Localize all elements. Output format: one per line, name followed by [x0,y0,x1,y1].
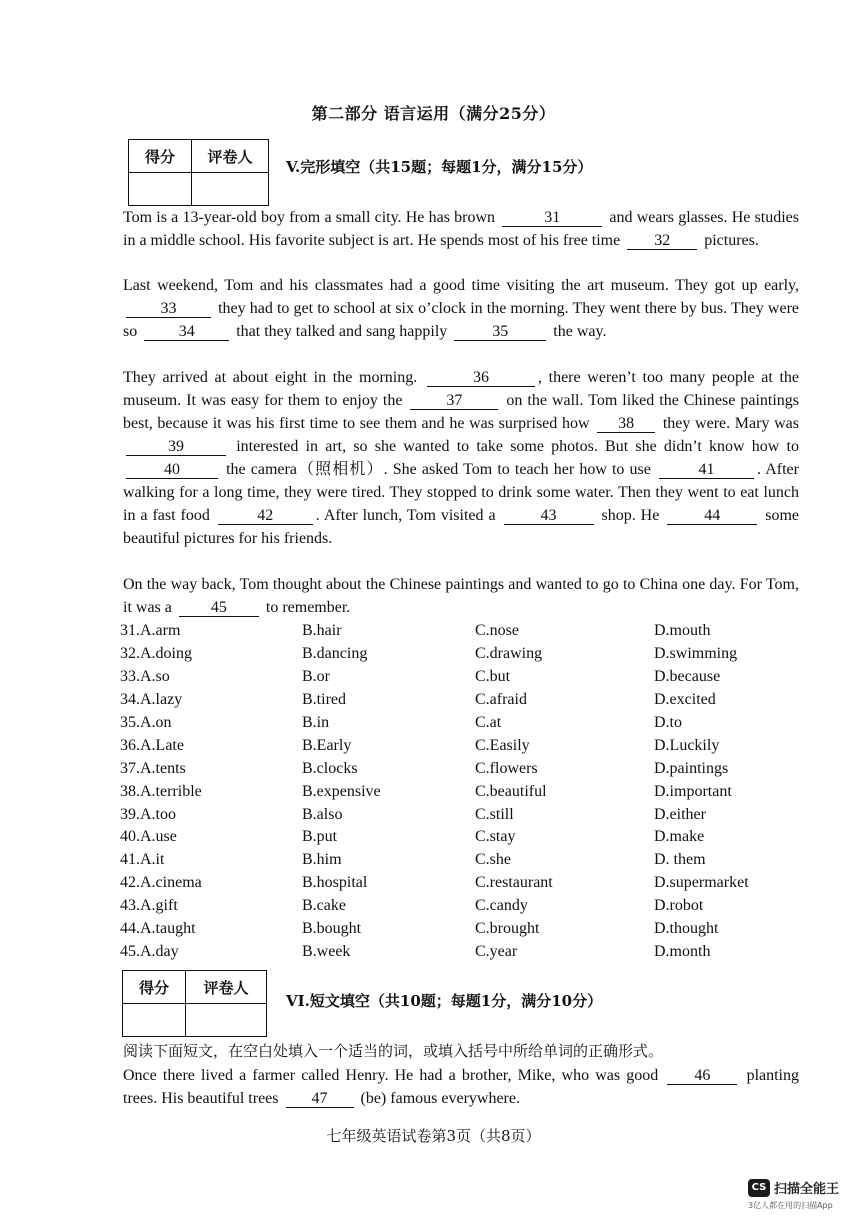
option-choice[interactable]: C.year [475,942,518,960]
option-choice[interactable]: C.afraid [475,691,527,709]
option-row [120,666,820,689]
grader-cell [192,173,269,206]
option-choice[interactable]: C.Easily [475,736,530,754]
camscanner-logo-icon: CS [748,1179,770,1197]
option-choice[interactable]: 35.A.on [120,714,172,731]
option-choice[interactable]: B.clocks [302,759,358,777]
option-row [120,826,820,849]
passage-text: shop. He [596,507,665,524]
cloze-passage-p4 [123,573,799,619]
option-choice[interactable]: B.cake [302,897,346,915]
option-choice[interactable]: D.either [654,805,706,823]
option-choice[interactable]: C.but [475,668,511,686]
option-choice[interactable]: C.stay [475,828,516,846]
score-cell [129,173,192,206]
answer-blank-32[interactable]: 32 [627,232,697,250]
passage-text: the camera（照相机）. She asked Tom to teach her how to use [221,461,656,478]
option-row [120,940,820,963]
option-choice[interactable]: C.she [475,851,511,869]
scanner-app-name: 扫描全能王 [774,1182,840,1197]
option-choice[interactable]: 41.A.it [120,851,165,869]
option-choice[interactable]: C.restaurant [475,874,553,892]
answer-blank-44[interactable]: 44 [667,507,757,525]
passage-text: they were. Mary was [658,415,799,432]
option-row [120,712,820,735]
answer-blank-31[interactable]: 31 [502,209,602,227]
option-choice[interactable]: 34.A.lazy [120,691,183,709]
option-row [120,918,820,941]
option-choice[interactable]: 45.A.day [120,942,179,960]
option-choice[interactable]: D. them [654,851,706,869]
option-choice[interactable]: C.at [475,714,502,731]
score-label: 得分 [129,140,192,173]
option-choice[interactable]: B.hair [302,622,342,640]
option-choice[interactable]: D.swimming [654,645,738,663]
option-choice[interactable]: 40.A.use [120,828,177,846]
short-passage-p1 [123,1064,799,1110]
answer-blank-41[interactable]: 41 [659,461,754,479]
option-row [120,643,820,666]
passage-text: . After lunch, Tom visited a [315,507,501,524]
answer-blank-38[interactable]: 38 [597,415,655,433]
option-row [120,620,820,643]
option-choice[interactable]: C.flowers [475,759,538,777]
option-choice[interactable]: B.dancing [302,645,368,663]
passage-text: On the way back, Tom thought about the Chinese paintings and wanted to go to China one day. For Tom, it was a [123,576,799,616]
option-choice[interactable]: B.put [302,828,338,846]
option-choice[interactable]: D.excited [654,691,716,709]
scanner-watermark [748,1178,839,1197]
option-choice[interactable]: C.still [475,805,514,823]
grader-label: 评卷人 [192,140,269,173]
passage-text: the way. [549,323,607,340]
passage-text: that they talked and sang happily [232,323,452,340]
option-choice[interactable]: 31.A.arm [120,622,181,640]
option-choice[interactable]: D.paintings [654,759,729,777]
option-choice[interactable]: B.also [302,805,343,823]
option-choice[interactable]: B.tired [302,691,346,709]
cloze-passage-p1 [123,206,799,252]
cloze-passage-p2 [123,274,799,343]
option-row [120,734,820,757]
answer-blank-42[interactable]: 42 [218,507,313,525]
option-row [120,895,820,918]
passage-text: Once there lived a farmer called Henry. He had a brother, Mike, who was good [123,1067,665,1084]
grader-cell [186,1004,267,1037]
option-choice[interactable]: D.to [654,714,682,731]
option-choice[interactable]: C.candy [475,897,528,915]
option-choice[interactable]: 36.A.Late [120,736,184,754]
option-row [120,872,820,895]
option-row [120,757,820,780]
option-choice[interactable]: D.month [654,942,711,960]
cloze-passage-p3 [123,366,799,550]
passage-text: They arrived at about eight in the morning. [123,369,424,386]
answer-blank-34[interactable]: 34 [144,323,229,341]
page-footer: 七年级英语试卷第3页（共8页） [326,1127,541,1145]
option-choice[interactable]: C.drawing [475,645,543,663]
answer-blank-37[interactable]: 37 [410,392,498,410]
option-choice[interactable]: B.bought [302,920,362,938]
score-label: 得分 [123,971,186,1004]
passage-text: pictures. [700,232,759,249]
score-box-section-6 [122,970,267,1037]
passage-text: Tom is a 13-year-old boy from a small city. He has brown [123,209,500,226]
option-choice[interactable]: 32.A.doing [120,645,192,663]
passage-text: they had to get to school at six o’clock in the morning. They went there by bus. They were so [123,300,799,340]
answer-blank-33[interactable]: 33 [126,300,211,318]
section-6-heading: VI.短文填空（共10题；每题1分，满分10分） [286,992,603,1010]
answer-blank-40[interactable]: 40 [126,461,218,479]
option-choice[interactable]: 33.A.so [120,668,170,686]
option-choice[interactable]: D.because [654,668,721,686]
passage-text: and wears glasses. He studies in a middle school. His favorite subject is art. He spends most of his free time [123,209,800,249]
passage-text: Last weekend, Tom and his classmates had a good time visiting the art museum. They got up early, [123,277,799,294]
option-row [120,849,820,872]
option-choice[interactable]: 43.A.gift [120,897,178,915]
section-2-title: 第二部分 语言运用（满分25分） [311,104,556,123]
option-choice[interactable]: D.mouth [654,622,711,640]
score-box-section-5 [128,139,269,206]
option-choice[interactable]: B.hospital [302,874,368,892]
answer-blank-47[interactable]: 47 [286,1090,354,1108]
passage-text: to remember. [261,599,351,616]
answer-blank-45[interactable]: 45 [179,599,259,617]
option-choice[interactable]: 44.A.taught [120,920,196,938]
option-choice[interactable]: B.in [302,714,330,731]
grader-label: 评卷人 [186,971,267,1004]
option-choice[interactable]: D.supermarket [654,874,749,892]
option-choice[interactable]: B.Early [302,736,352,754]
passage-text: interested in art, so she wanted to take some photos. But she didn’t know how to [229,438,799,455]
option-choice[interactable]: D.robot [654,897,704,915]
option-choice[interactable]: 39.A.too [120,805,176,823]
option-choice[interactable]: 42.A.cinema [120,874,202,892]
option-choice[interactable]: D.thought [654,920,719,938]
section-5-heading: V.完形填空（共15题；每题1分，满分15分） [286,158,593,176]
option-choice[interactable]: 38.A.terrible [120,782,202,800]
cloze-options [120,620,820,963]
passage-text: (be) famous everywhere. [356,1090,520,1107]
answer-blank-36[interactable]: 36 [427,369,535,387]
option-choice[interactable]: C.beautiful [475,782,547,800]
option-choice[interactable]: B.expensive [302,782,381,800]
option-choice[interactable]: B.week [302,942,351,960]
option-row [120,780,820,803]
passage-text: , there weren’t too many people at the museum. It was easy for them to enjoy the [123,369,799,409]
option-choice[interactable]: C.brought [475,920,540,938]
option-choice[interactable]: B.or [302,668,330,686]
passage-text: planting trees. His beautiful trees [123,1067,800,1107]
option-choice[interactable]: B.him [302,851,342,869]
option-row [120,689,820,712]
passage-text: some beautiful pictures for his friends. [123,507,799,547]
passage-text: on the wall. Tom liked the Chinese paintings best, because it was his first time to see them and he was surprised how [123,392,800,432]
answer-blank-39[interactable]: 39 [126,438,226,456]
answer-blank-43[interactable]: 43 [504,507,594,525]
scanner-app-tagline: 3亿人都在用的扫描App [748,1201,833,1210]
option-row [120,803,820,826]
passage-text: . After walking for a long time, they were tired. They stopped to drink some water. Then they went to eat lunch in a fast food [123,461,799,524]
option-choice[interactable]: 37.A.tents [120,759,186,777]
option-choice[interactable]: D.make [654,828,705,846]
answer-blank-46[interactable]: 46 [667,1067,737,1085]
option-choice[interactable]: D.Luckily [654,736,720,754]
answer-blank-35[interactable]: 35 [454,323,546,341]
option-choice[interactable]: C.nose [475,622,519,640]
score-cell [123,1004,186,1037]
option-choice[interactable]: D.important [654,782,732,800]
section-6-instruction: 阅读下面短文，在空白处填入一个适当的词，或填入括号中所给单词的正确形式。 [123,1042,664,1060]
